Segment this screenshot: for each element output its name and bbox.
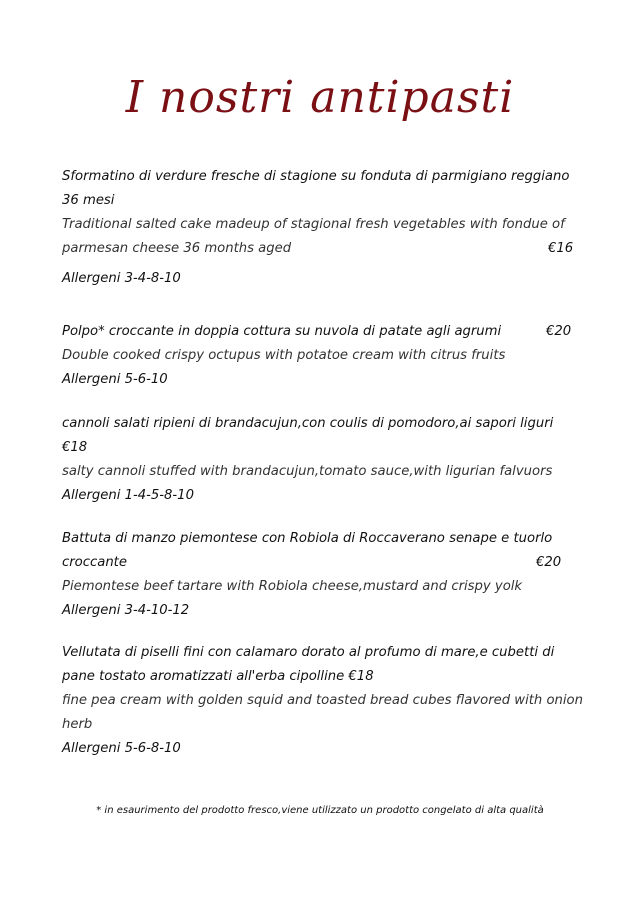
- menu-item-polpo: [62, 320, 582, 392]
- menu-item-cannoli: [62, 412, 582, 508]
- dish-english-description: herb: [62, 717, 93, 732]
- dish-allergens: Allergeni 1-4-5-8-10: [62, 488, 194, 503]
- dish-english-text: parmesan cheese 36 months aged: [62, 241, 292, 256]
- dish-english-description: [62, 237, 582, 261]
- dish-english-description: salty cannoli stuffed with brandacujun,tomato sauce,with ligurian falvuors: [62, 464, 553, 479]
- dish-price: €18: [62, 440, 88, 455]
- dish-name-line: Sformatino di verdure fresche di stagione su fonduta di parmigiano reggiano: [62, 169, 570, 184]
- dish-name-line: cannoli salati ripieni di brandacujun,con coulis di pomodoro,ai sapori liguri: [62, 416, 554, 431]
- menu-item-sformatino: [62, 165, 582, 291]
- dish-allergens: Allergeni 3-4-8-10: [62, 271, 181, 286]
- dish-english-description: Double cooked crispy octupus with potatoe cream with citrus fruits: [62, 348, 506, 363]
- dish-english-description: Piemontese beef tartare with Robiola cheese,mustard and crispy yolk: [62, 579, 523, 594]
- dish-allergens: Allergeni 5-6-8-10: [62, 741, 181, 756]
- dish-name-line: Vellutata di piselli fini con calamaro dorato al profumo di mare,e cubetti di: [62, 645, 555, 660]
- dish-name-text: croccante: [62, 555, 127, 570]
- dish-allergens: Allergeni 5-6-10: [62, 372, 168, 387]
- menu-item-vellutata: [62, 641, 582, 761]
- dish-name-line: [62, 320, 582, 344]
- dish-name-line: [62, 551, 582, 575]
- footnote: * in esaurimento del prodotto fresco,viene utilizzato un prodotto congelato di alta qualità: [96, 805, 544, 816]
- dish-price: €16: [548, 241, 574, 256]
- menu-item-battuta: [62, 527, 582, 623]
- dish-price: €20: [546, 324, 572, 339]
- dish-name-text: Polpo* croccante in doppia cottura su nuvola di patate agli agrumi: [62, 324, 502, 339]
- page-title: I nostri antipasti: [125, 72, 515, 123]
- dish-name-line: 36 mesi: [62, 193, 115, 208]
- dish-allergens: Allergeni 3-4-10-12: [62, 603, 190, 618]
- dish-price: €20: [536, 555, 562, 570]
- dish-name-line: pane tostato aromatizzati all'erba cipolline €18: [62, 669, 374, 684]
- dish-english-description: Traditional salted cake madeup of stagional fresh vegetables with fondue of: [62, 217, 565, 232]
- dish-english-description: fine pea cream with golden squid and toasted bread cubes flavored with onion: [62, 693, 583, 708]
- dish-name-line: Battuta di manzo piemontese con Robiola di Roccaverano senape e tuorlo: [62, 531, 553, 546]
